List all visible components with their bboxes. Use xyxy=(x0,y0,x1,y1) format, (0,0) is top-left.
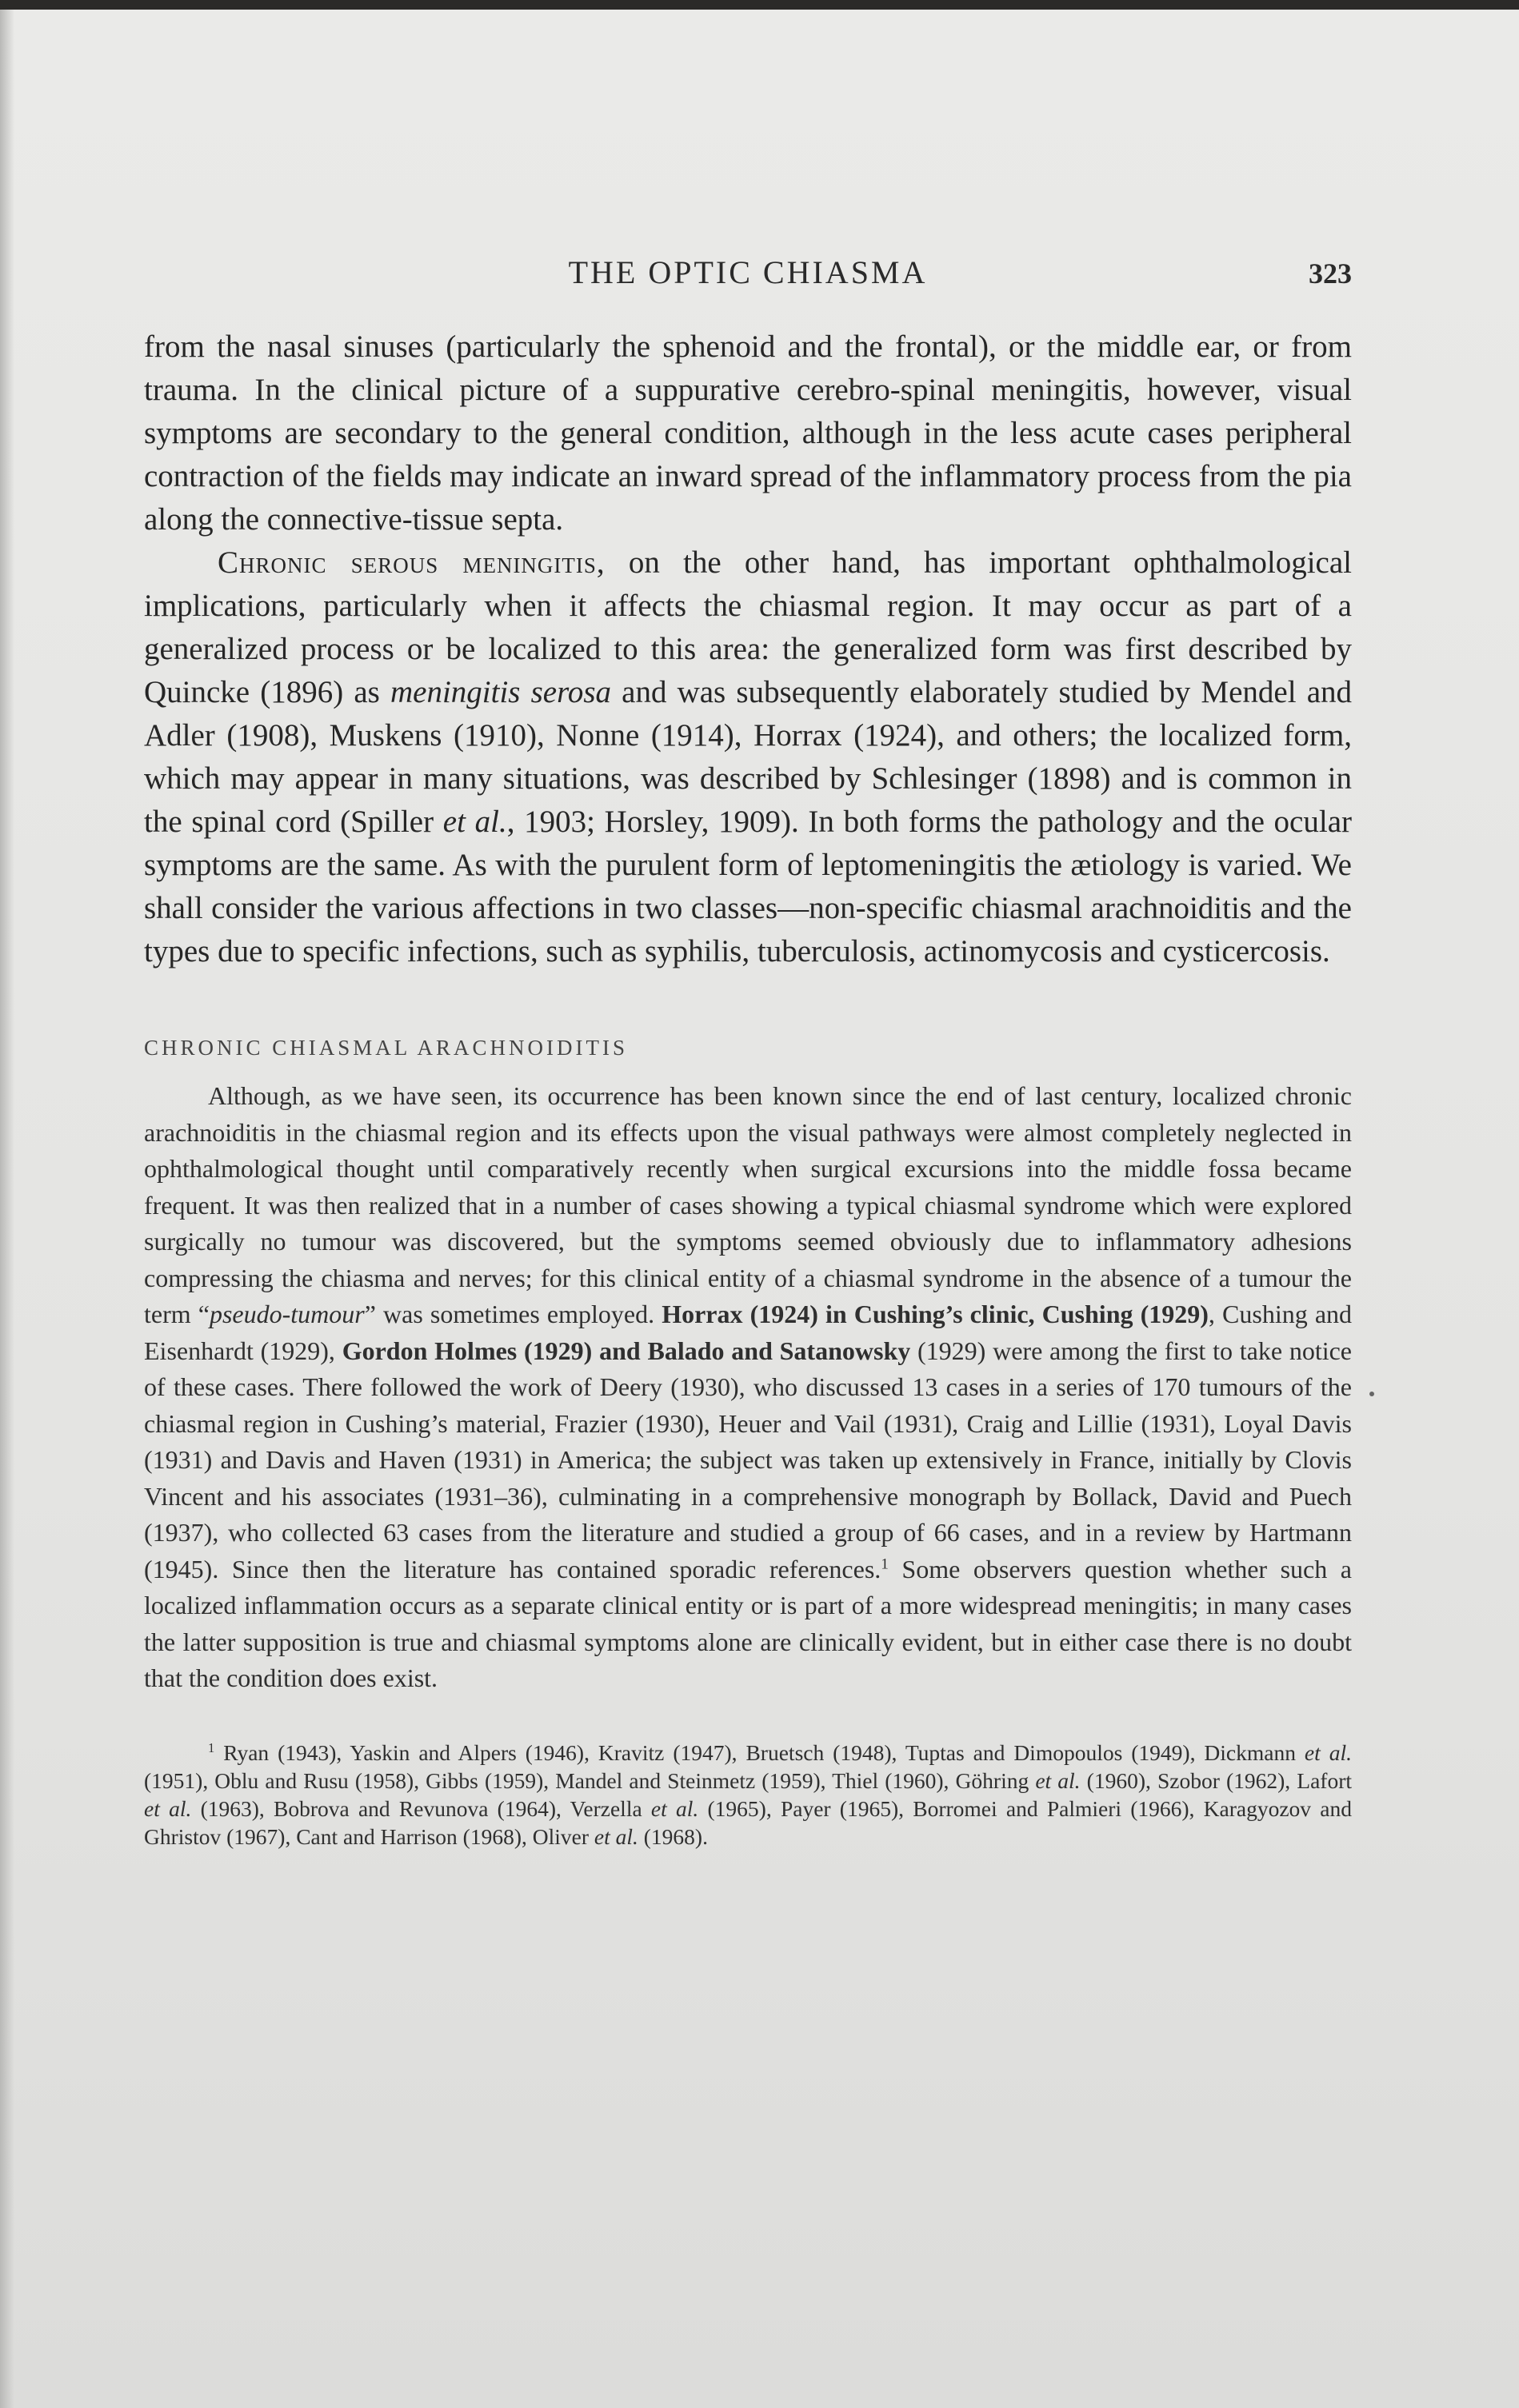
run-in-heading: Chronic serous meningitis, xyxy=(218,545,606,580)
footnote-text: (1965), Payer (1965), Borromei and Palmieri (1966), Karagyozov and Ghristov (1967), Cant and Harrison (1968), Oliver xyxy=(144,1795,1352,1849)
paragraph-text: from the nasal sinuses (particularly the sphenoid and the frontal), or the middle ear, or from trauma. In the clinical picture of a suppurative cerebro-spinal meningitis, however, visual symptoms are secondary to the general condition, although in the less acute cases peripheral contraction of the fields may indicate an inward spread of the inflammatory process from the pia along the connective-tissue septa. xyxy=(144,329,1352,537)
italic-term: meningitis serosa xyxy=(390,675,612,709)
paragraph-text: on the other hand, has important ophthalmological implications, particularly when it affects the chiasmal region. It may occur as part of a generalized process or be localized to this area: the generalized form was first described by Quincke (1896) as xyxy=(144,545,1352,709)
italic-term: et al. xyxy=(594,1823,638,1849)
italic-term: et al. xyxy=(442,805,507,839)
bold-text: Gordon Holmes (1929) and Balado and Satanowsky xyxy=(342,1336,911,1365)
paragraph-text: Some observers question whether such a localized inflammation occurs as a separate clinical entity or is part of a more widespread meningitis; in many cases the latter supposition is true and chiasmal symptoms alone are clinically evident, but in either case there is no doubt that the condition does exist. xyxy=(144,1554,1353,1692)
italic-term: pseudo-tumour xyxy=(209,1300,365,1328)
paragraph-continued xyxy=(144,325,1352,541)
paragraph-text: (1929) were among the first to take notice of these cases. There followed the work of Deery (1930), who discussed 13 cases in a series of 170 tumours of the chiasmal region in Cushing’s material, Frazier (1930), Heuer and Vail (1931), Craig and Lillie (1931), Loyal Davis (1931) and Davis and Haven (1931) in America; the subject was taken up extensively in France, initially by Clovis Vincent and his associates (1931–36), culminating in a comprehensive monograph by Bollack, David and Puech (1937), who collected 63 cases from the literature and studied a group of 66 cases, and in a review by Hartmann (1945). Since then the literature has contained sporadic references. xyxy=(144,1336,1353,1583)
paragraph-text: Although, as we have seen, its occurrence has been known since the end of last century, localized chronic arachnoiditis in the chiasmal region and its effects upon the visual pathways were almost completely neglected in ophthalmological thought until comparatively recently when surgical excursions into the middle fossa became frequent. It was then realized that in a number of cases showing a typical chiasmal syndrome which were explored surgically no tumour was discovered, but the symptoms seemed obviously due to inflammatory adhesions compressing the chiasma and nerves; for this clinical entity of a chiasmal syndrome in the absence of a tumour the term “ xyxy=(144,1081,1352,1328)
footnote-number: 1 xyxy=(208,1739,215,1755)
page-body xyxy=(144,325,1352,1872)
footnote-text: (1960), Szobor (1962), Lafort xyxy=(1080,1767,1352,1793)
page-number: 323 xyxy=(1309,258,1352,290)
italic-term: et al. xyxy=(1304,1739,1352,1765)
paragraph-text: and was subsequently elaborately studied by Mendel and Adler (1908), Muskens (1910), Nonne (1914), Horrax (1924), and others; the localized form, which may appear in many situations, was described by Schlesinger (1898) and is common in the spinal cord (Spiller xyxy=(144,675,1352,839)
book-page xyxy=(0,10,1519,2408)
paragraph-text: ” was sometimes employed. xyxy=(364,1300,662,1328)
italic-term: et al. xyxy=(650,1795,699,1821)
footnote-text: (1968). xyxy=(638,1823,708,1849)
footnote-text: Ryan (1943), Yaskin and Alpers (1946), Kravitz (1947), Bruetsch (1948), Tuptas and Dimopoulos (1949), Dickmann xyxy=(214,1739,1305,1765)
bold-text: Horrax (1924) in Cushing’s clinic, Cushing (1929) xyxy=(662,1300,1209,1328)
page-header xyxy=(144,254,1352,301)
paragraph-chronic-serous-meningitis xyxy=(144,541,1352,973)
paragraph-arachnoiditis xyxy=(144,1078,1352,1697)
running-head: THE OPTIC CHIASMA xyxy=(568,254,928,290)
italic-term: et al. xyxy=(1035,1767,1081,1793)
margin-mark xyxy=(1369,1392,1374,1396)
footnote xyxy=(144,1739,1352,1851)
footnote-text: (1963), Bobrova and Revunova (1964), Verzella xyxy=(191,1795,651,1821)
paragraph-text: , 1903; Horsley, 1909). In both forms the pathology and the ocular symptoms are the same. As with the purulent form of leptomeningitis the ætiology is varied. We shall consider the various affections in two classes—non-specific chiasmal arachnoiditis and the types due to specific infections, such as syphilis, tuberculosis, actinomycosis and cysticercosis. xyxy=(144,805,1353,968)
footnote-text: (1951), Oblu and Rusu (1958), Gibbs (1959), Mandel and Steinmetz (1959), Thiel (1960), Göhring xyxy=(144,1767,1036,1793)
page-edge-shadow xyxy=(0,10,14,2408)
section-heading: CHRONIC CHIASMAL ARACHNOIDITIS xyxy=(144,1036,629,1060)
footnote-marker: 1 xyxy=(881,1555,889,1572)
italic-term: et al. xyxy=(144,1795,192,1821)
paragraph-text: , Cushing and Eisenhardt (1929), xyxy=(144,1300,1353,1365)
